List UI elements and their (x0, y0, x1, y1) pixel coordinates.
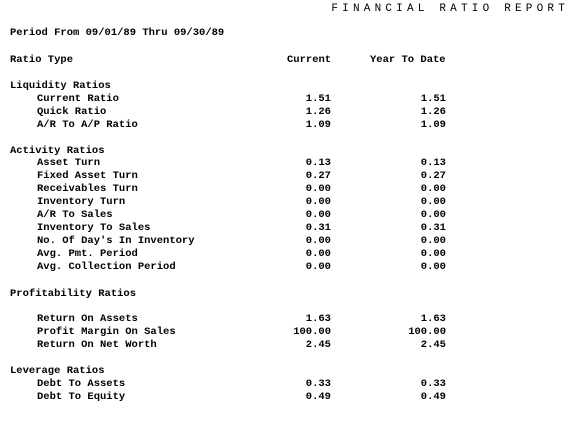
ratio-label: Return On Net Worth (37, 339, 157, 351)
section-heading-row (0, 80, 575, 93)
ratio-ytd-value: 0.00 (420, 196, 446, 208)
ratio-ytd-value: 0.13 (420, 157, 446, 169)
ratio-current-value: 1.63 (305, 313, 331, 325)
ratio-label: Fixed Asset Turn (37, 170, 138, 182)
ratio-ytd-value: 0.00 (420, 235, 446, 247)
ratio-label: Current Ratio (37, 93, 119, 105)
ratio-label: Debt To Assets (37, 378, 126, 390)
ratio-current-value: 100.00 (293, 326, 331, 338)
ratio-row (0, 106, 575, 119)
ratio-ytd-value: 1.63 (420, 313, 446, 325)
ratio-row (0, 313, 575, 326)
ratio-current-value: 0.00 (305, 196, 331, 208)
ratio-ytd-value: 0.00 (420, 261, 446, 273)
ratio-current-value: 0.00 (305, 248, 331, 260)
ratio-label: Debt To Equity (37, 391, 126, 403)
ratio-ytd-value: 0.33 (420, 378, 446, 390)
ratio-row (0, 339, 575, 352)
ratio-label: A/R To A/P Ratio (37, 119, 138, 131)
ratio-label: Avg. Collection Period (37, 261, 176, 273)
ratio-ytd-value: 0.31 (420, 222, 446, 234)
ratio-current-value: 2.45 (305, 339, 331, 351)
ratio-ytd-value: 1.26 (420, 106, 446, 118)
ratio-label: Profit Margin On Sales (37, 326, 176, 338)
column-header-current: Current (287, 54, 332, 66)
ratio-label: Inventory Turn (37, 196, 126, 208)
ratio-label: No. Of Day's In Inventory (37, 235, 195, 247)
ratio-ytd-value: 0.49 (420, 391, 446, 403)
ratio-label: A/R To Sales (37, 209, 113, 221)
ratio-current-value: 1.09 (305, 119, 331, 131)
ratio-row (0, 222, 575, 235)
ratio-row (0, 378, 575, 391)
ratio-row (0, 326, 575, 339)
ratio-current-value: 0.13 (305, 157, 331, 169)
ratio-row (0, 157, 575, 170)
ratio-label: Asset Turn (37, 157, 101, 169)
section-title-liquidity: Liquidity Ratios (10, 80, 111, 92)
ratio-row (0, 119, 575, 132)
column-header-ratio-type: Ratio Type (10, 54, 74, 66)
section-title-profitability: Profitability Ratios (10, 288, 137, 300)
ratio-ytd-value: 2.45 (420, 339, 446, 351)
ratio-row (0, 248, 575, 261)
ratio-current-value: 0.33 (305, 378, 331, 390)
ratio-row (0, 93, 575, 106)
ratio-label: Inventory To Sales (37, 222, 151, 234)
section-title-activity: Activity Ratios (10, 145, 105, 157)
ratio-row (0, 235, 575, 248)
ratio-current-value: 0.49 (305, 391, 331, 403)
ratio-ytd-value: 0.27 (420, 170, 446, 182)
ratio-ytd-value: 1.51 (420, 93, 446, 105)
ratio-current-value: 0.00 (305, 235, 331, 247)
ratio-row (0, 209, 575, 222)
ratio-ytd-value: 0.00 (420, 248, 446, 260)
ratio-label: Avg. Pmt. Period (37, 248, 138, 260)
ratio-current-value: 0.31 (305, 222, 331, 234)
report-title: FINANCIAL RATIO REPORT (331, 3, 569, 15)
section-heading-row (0, 288, 575, 301)
ratio-ytd-value: 0.00 (420, 183, 446, 195)
ratio-row (0, 183, 575, 196)
ratio-row (0, 391, 575, 404)
ratio-row (0, 261, 575, 274)
ratio-current-value: 1.51 (305, 93, 331, 105)
ratio-current-value: 0.00 (305, 209, 331, 221)
ratio-current-value: 0.00 (305, 261, 331, 273)
section-title-leverage: Leverage Ratios (10, 365, 105, 377)
ratio-row (0, 170, 575, 183)
column-header-year-to-date: Year To Date (370, 54, 446, 66)
ratio-ytd-value: 1.09 (420, 119, 446, 131)
ratio-label: Receivables Turn (37, 183, 138, 195)
ratio-current-value: 0.27 (305, 170, 331, 182)
report-period: Period From 09/01/89 Thru 09/30/89 (10, 27, 225, 39)
ratio-label: Quick Ratio (37, 106, 107, 118)
ratio-ytd-value: 100.00 (408, 326, 446, 338)
ratio-current-value: 0.00 (305, 183, 331, 195)
section-heading-row (0, 365, 575, 378)
ratio-label: Return On Assets (37, 313, 138, 325)
ratio-current-value: 1.26 (305, 106, 331, 118)
ratio-ytd-value: 0.00 (420, 209, 446, 221)
ratio-row (0, 196, 575, 209)
